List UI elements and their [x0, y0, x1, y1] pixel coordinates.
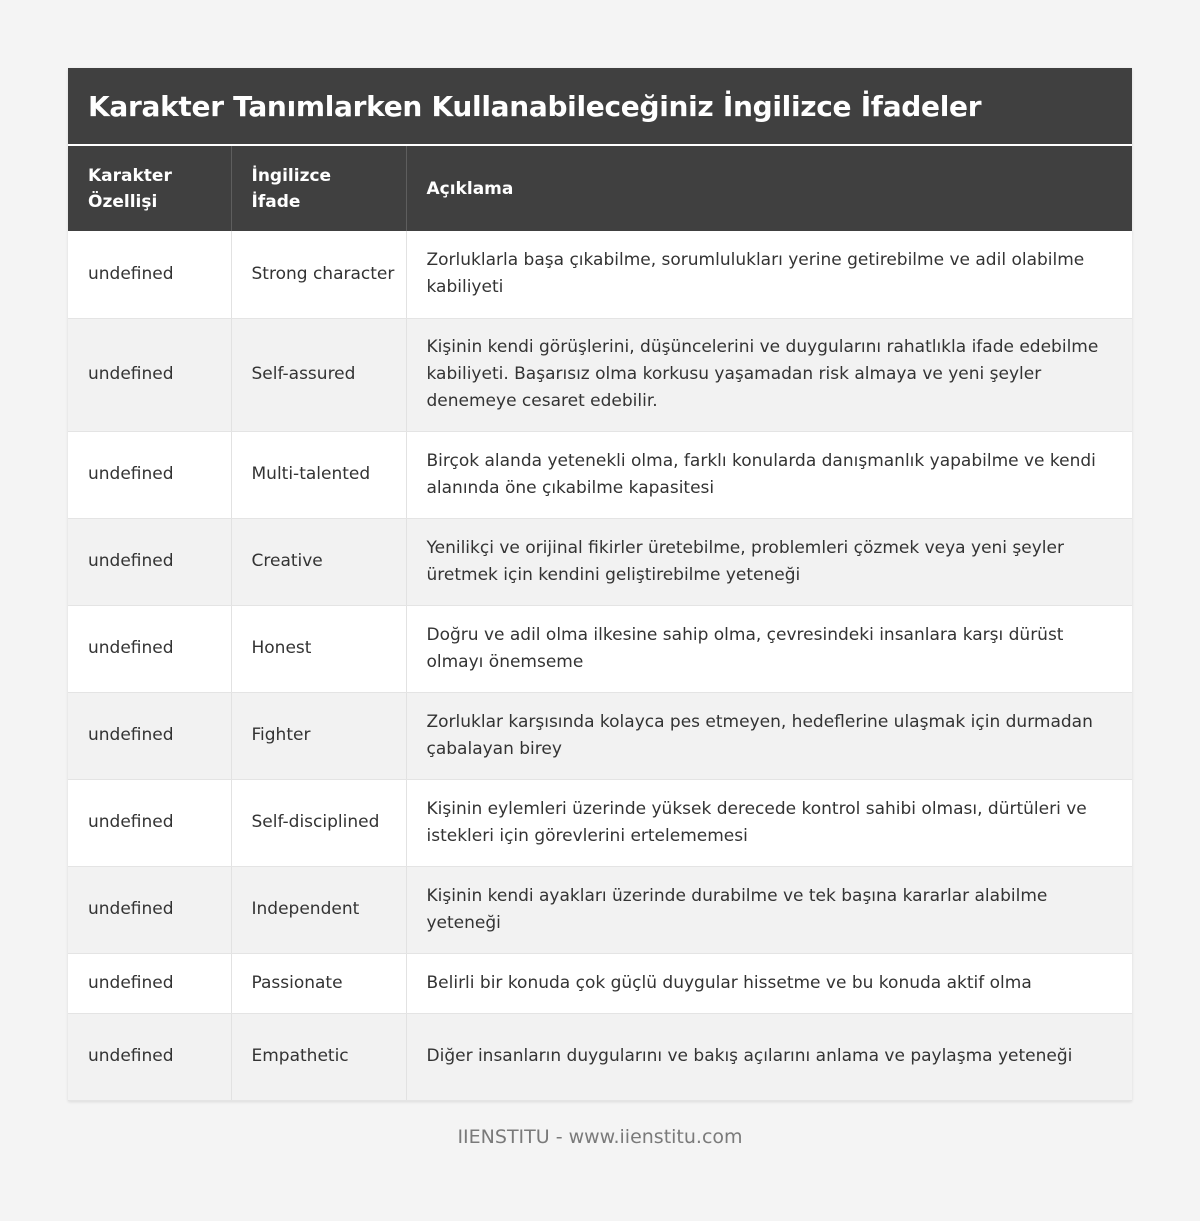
- cell-trait: undefined: [68, 866, 231, 953]
- cell-trait: undefined: [68, 779, 231, 866]
- table-row: [68, 779, 1132, 866]
- cell-trait: undefined: [68, 318, 231, 431]
- cell-description: Kişinin kendi ayakları üzerinde durabilme ve tek başına kararlar alabilme yeteneği: [406, 866, 1132, 953]
- cell-english: Passionate: [231, 953, 406, 1013]
- cell-description: Yenilikçi ve orijinal fikirler üretebilme, problemleri çözmek veya yeni şeyler üretmek için kendini geliştirebilme yeteneği: [406, 518, 1132, 605]
- header-row: [68, 146, 1132, 231]
- table-card: [68, 68, 1132, 1101]
- cell-description: Zorluklarla başa çıkabilme, sorumlulukları yerine getirebilme ve adil olabilme kabiliyeti: [406, 231, 1132, 318]
- table-title: Karakter Tanımlarken Kullanabileceğiniz İngilizce İfadeler: [68, 68, 1132, 146]
- cell-description: Zorluklar karşısında kolayca pes etmeyen, hedeflerine ulaşmak için durmadan çabalayan birey: [406, 692, 1132, 779]
- cell-trait: undefined: [68, 692, 231, 779]
- cell-english: Self-assured: [231, 318, 406, 431]
- character-table: [68, 146, 1132, 1101]
- table-row: [68, 318, 1132, 431]
- cell-english: Fighter: [231, 692, 406, 779]
- table-row: [68, 866, 1132, 953]
- table-row: [68, 1013, 1132, 1100]
- cell-trait: undefined: [68, 953, 231, 1013]
- cell-english: Empathetic: [231, 1013, 406, 1100]
- cell-english: Strong character: [231, 231, 406, 318]
- cell-english: Self-disciplined: [231, 779, 406, 866]
- table-row: [68, 431, 1132, 518]
- column-header-trait: Karakter Özellişi: [68, 146, 231, 231]
- cell-description: Diğer insanların duygularını ve bakış açılarını anlama ve paylaşma yeteneği: [406, 1013, 1132, 1100]
- cell-trait: undefined: [68, 1013, 231, 1100]
- cell-english: Creative: [231, 518, 406, 605]
- cell-trait: undefined: [68, 431, 231, 518]
- cell-english: Multi-talented: [231, 431, 406, 518]
- footer-credit: IIENSTITU - www.iienstitu.com: [457, 1126, 743, 1148]
- cell-description: Kişinin eylemleri üzerinde yüksek derecede kontrol sahibi olması, dürtüleri ve istekleri için görevlerini ertelememesi: [406, 779, 1132, 866]
- cell-english: Independent: [231, 866, 406, 953]
- column-header-english: İngilizce İfade: [231, 146, 406, 231]
- cell-description: Doğru ve adil olma ilkesine sahip olma, çevresindeki insanlara karşı dürüst olmayı önemseme: [406, 605, 1132, 692]
- cell-trait: undefined: [68, 231, 231, 318]
- table-row: [68, 953, 1132, 1013]
- cell-trait: undefined: [68, 518, 231, 605]
- cell-description: Kişinin kendi görüşlerini, düşüncelerini ve duygularını rahatlıkla ifade edebilme kabiliyeti. Başarısız olma korkusu yaşamadan risk almaya ve yeni şeyler denemeye cesaret edebilir.: [406, 318, 1132, 431]
- cell-trait: undefined: [68, 605, 231, 692]
- cell-description: Birçok alanda yetenekli olma, farklı konularda danışmanlık yapabilme ve kendi alanında öne çıkabilme kapasitesi: [406, 431, 1132, 518]
- column-header-description: Açıklama: [406, 146, 1132, 231]
- table-row: [68, 231, 1132, 318]
- table-row: [68, 692, 1132, 779]
- cell-description: Belirli bir konuda çok güçlü duygular hissetme ve bu konuda aktif olma: [406, 953, 1132, 1013]
- table-row: [68, 605, 1132, 692]
- cell-english: Honest: [231, 605, 406, 692]
- table-row: [68, 518, 1132, 605]
